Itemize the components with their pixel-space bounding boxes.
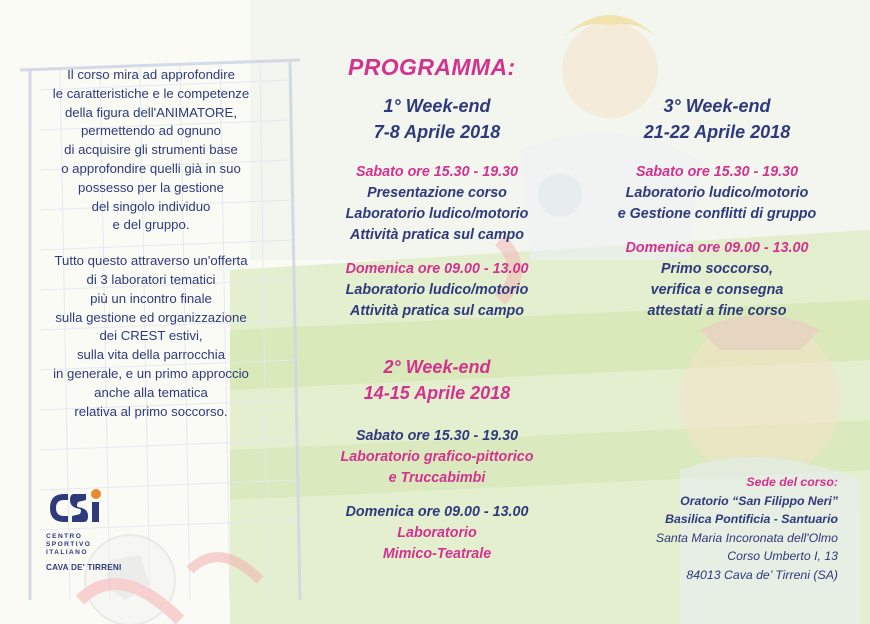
csi-logo-mark [46, 488, 110, 528]
programma-title: PROGRAMMA: [348, 54, 516, 80]
intro-line: Tutto questo attraverso un'offerta [54, 253, 248, 269]
week3-dates: 21-22 Aprile 2018 [643, 122, 791, 142]
intro-line: sulla gestione ed organizzazione [55, 309, 247, 325]
intro-line: possesso per la gestione [78, 179, 224, 195]
week1-saturday-item: Presentazione corso [367, 185, 507, 201]
intro-line: sulla vita della parrocchia [76, 347, 226, 363]
csi-logo [46, 488, 134, 572]
intro-line: anche alla tematica [94, 384, 208, 400]
week2-dates: 14-15 Aprile 2018 [363, 383, 511, 403]
logo-line: SPORTIVO [46, 541, 92, 548]
week3-sunday-time: Domenica ore 09.00 - 13.00 [625, 240, 809, 256]
week2-sunday-item: Laboratorio [397, 525, 477, 541]
week1-dates: 7-8 Aprile 2018 [373, 122, 501, 142]
week2-saturday-time: Sabato ore 15.30 - 19.30 [355, 428, 519, 444]
week3-heading: 3° Week-end [663, 96, 771, 116]
intro-line: di 3 laboratori tematici [86, 271, 216, 287]
week1-sunday-item: Laboratorio ludico/motorio [345, 282, 529, 298]
intro-line: dei CREST estivi, [99, 328, 203, 344]
intro-line: del singolo individuo [91, 198, 211, 214]
intro-line: più un incontro finale [90, 290, 212, 306]
week3-sunday-item: Primo soccorso, [660, 261, 774, 277]
logo-city: CAVA DE' TIRRENI [46, 563, 122, 572]
week1-block [300, 93, 574, 322]
week3-saturday-item: Laboratorio ludico/motorio [625, 185, 809, 201]
week3-saturday-time: Sabato ore 15.30 - 19.30 [635, 164, 799, 180]
intro-text [20, 66, 282, 438]
week1-saturday-item: Laboratorio ludico/motorio [345, 206, 529, 222]
intro-paragraph-1 [20, 66, 282, 235]
week2-sunday-time: Domenica ore 09.00 - 13.00 [345, 504, 529, 520]
venue-label: Sede del corso: [746, 475, 838, 489]
week3-saturday-item: e Gestione conflitti di gruppo [617, 206, 817, 222]
week1-heading: 1° Week-end [383, 96, 491, 116]
logo-line: ITALIANO [46, 549, 88, 556]
intro-paragraph-2 [20, 252, 282, 421]
course-venue [656, 473, 838, 585]
week3-block [572, 93, 862, 322]
week3-sunday-item: verifica e consegna [650, 282, 784, 298]
intro-line: permettendo ad ognuno [80, 123, 222, 139]
week1-saturday-time: Sabato ore 15.30 - 19.30 [355, 164, 519, 180]
intro-line: della figura dell'ANIMATORE, [64, 104, 238, 120]
week2-saturday-item: Laboratorio grafico-pittorico [340, 449, 534, 465]
week1-sunday-item: Attività pratica sul campo [350, 303, 524, 319]
intro-line: o approfondire quelli già in suo [61, 160, 241, 176]
logo-line: CENTRO [46, 533, 83, 540]
venue-line: 84013 Cava de’ Tirreni (SA) [686, 567, 838, 582]
week1-sunday-time: Domenica ore 09.00 - 13.00 [345, 261, 529, 277]
week3-sunday-item: attestati a fine corso [647, 303, 787, 319]
week2-sunday-item: Mimico-Teatrale [382, 546, 492, 562]
week2-heading: 2° Week-end [383, 357, 491, 377]
venue-line: Oratorio “San Filippo Neri” [680, 493, 838, 508]
intro-line: Il corso mira ad approfondire [67, 67, 235, 82]
venue-line: Basilica Pontificia - Santuario [665, 512, 838, 527]
week2-block [300, 354, 574, 565]
intro-line: in generale, e un primo approccio [53, 365, 249, 381]
week2-saturday-item: e Truccabimbi [388, 470, 486, 486]
week1-saturday-item: Attività pratica sul campo [350, 227, 524, 243]
intro-line: le caratteristiche e le competenze [52, 85, 250, 101]
venue-line: Santa Maria Incoronata dell'Olmo [655, 530, 838, 545]
intro-line: relativa al primo soccorso. [74, 403, 228, 419]
venue-line: Corso Umberto I, 13 [727, 549, 838, 564]
intro-line: e del gruppo. [112, 217, 190, 233]
intro-line: di acquisire gli strumenti base [64, 142, 238, 158]
